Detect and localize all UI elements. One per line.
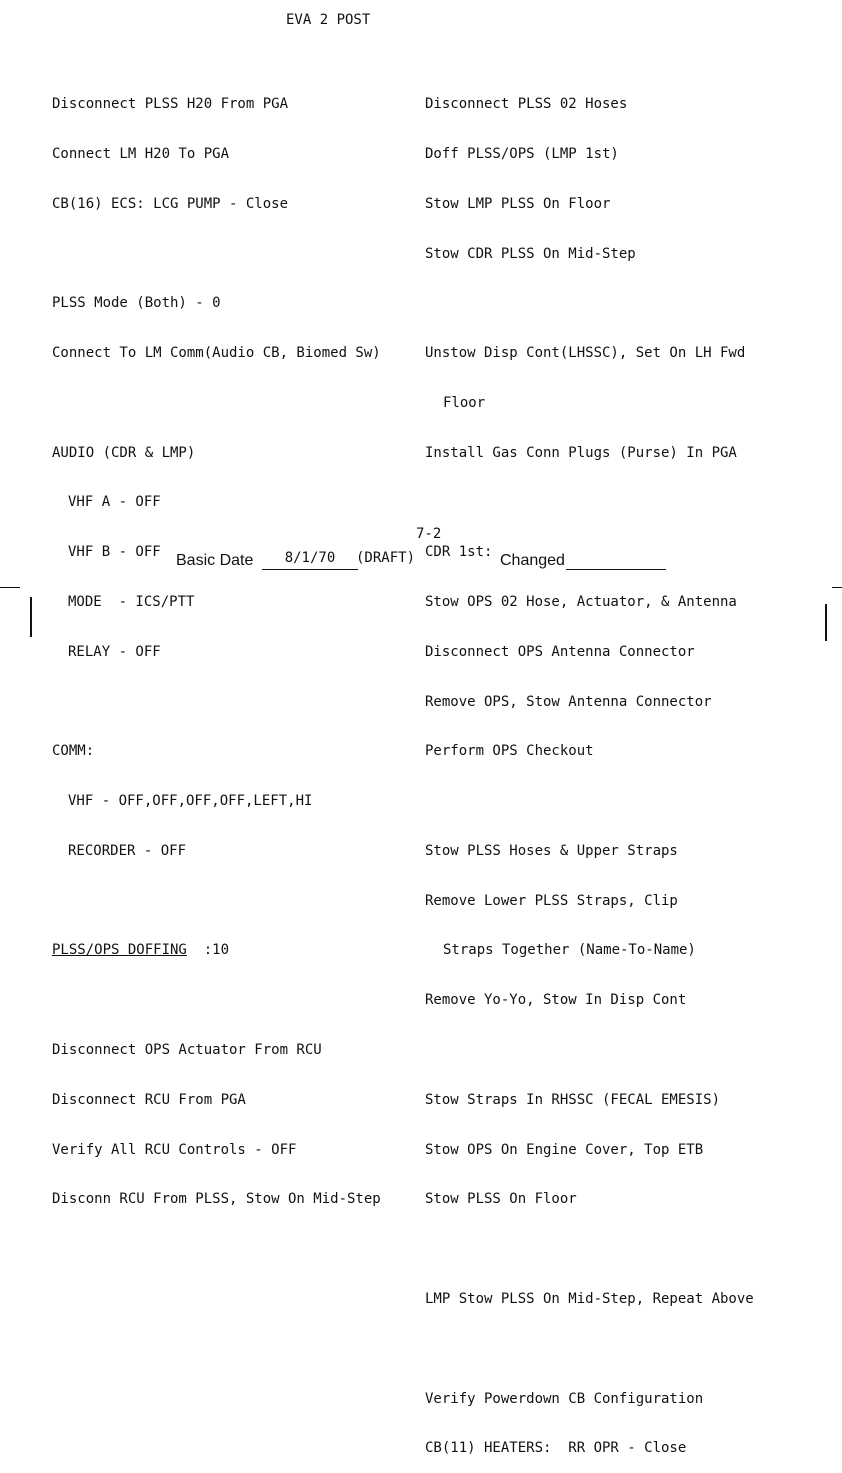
step-line: Stow PLSS Hoses & Upper Straps <box>425 842 678 859</box>
step-line: CB(11) HEATERS: RR OPR - Close <box>425 1440 687 1457</box>
audio-item: RELAY - OFF <box>68 643 161 660</box>
step-line: Stow OPS On Engine Cover, Top ETB <box>425 1141 704 1158</box>
spacer <box>52 694 412 711</box>
step-line: Connect To LM Comm(Audio CB, Biomed Sw) <box>52 345 381 362</box>
comm-heading: COMM: <box>52 743 95 760</box>
spacer <box>52 246 412 263</box>
cdr-heading: CDR 1st: <box>425 544 493 561</box>
step-line: Disconnect OPS Actuator From RCU <box>52 1042 322 1059</box>
spacer <box>425 793 825 810</box>
crop-mark <box>832 587 842 588</box>
step-line: Stow CDR PLSS On Mid-Step <box>425 245 636 262</box>
step-line: Doff PLSS/OPS (LMP 1st) <box>425 145 619 162</box>
step-line: Verify All RCU Controls - OFF <box>52 1141 297 1158</box>
step-line: Stow LMP PLSS On Floor <box>425 195 611 212</box>
doffing-time: :10 <box>203 942 230 959</box>
step-line: Remove Lower PLSS Straps, Clip <box>425 892 678 909</box>
step-line: Stow PLSS On Floor <box>425 1191 577 1208</box>
spacer <box>425 1042 825 1059</box>
page-number: 7-2 <box>416 526 442 542</box>
audio-item: VHF A - OFF <box>68 494 161 511</box>
spacer <box>425 1341 825 1358</box>
doffing-label: PLSS/OPS DOFFING <box>52 942 187 959</box>
step-line: Disconnect OPS Antenna Connector <box>425 643 695 660</box>
step-line: CB(16) ECS: LCG PUMP - Close <box>52 195 289 212</box>
audio-heading: AUDIO (CDR & LMP) <box>52 444 196 461</box>
step-line: Stow OPS 02 Hose, Actuator, & Antenna <box>425 594 737 610</box>
step-line: Stow Straps In RHSSC (FECAL EMESIS) <box>425 1091 721 1108</box>
step-line: Disconn RCU From PLSS, Stow On Mid-Step <box>52 1191 381 1208</box>
spacer <box>425 1241 825 1258</box>
basic-date-label: Basic Date <box>176 552 254 569</box>
step-line: Remove Yo-Yo, Stow In Disp Cont <box>425 992 687 1009</box>
left-column <box>52 63 412 1225</box>
step-line: Unstow Disp Cont(LHSSC), Set On LH Fwd <box>425 345 746 362</box>
audio-item: MODE - ICS/PTT <box>68 594 195 610</box>
step-line: Verify Powerdown CB Configuration <box>425 1390 704 1407</box>
step-line: Install Gas Conn Plugs (Purse) In PGA <box>425 444 737 461</box>
doffing-heading <box>52 942 412 959</box>
comm-item: VHF - OFF,OFF,OFF,OFF,LEFT,HI <box>68 793 313 810</box>
step-line: Connect LM H20 To PGA <box>52 145 230 162</box>
changed-blank-line <box>566 569 666 570</box>
basic-date-value: 8/1/70 <box>262 550 358 570</box>
spacer <box>52 395 412 412</box>
page-title: EVA 2 POST <box>286 12 371 28</box>
draft-label: (DRAFT) <box>356 550 416 566</box>
step-line: Disconnect RCU From PGA <box>52 1091 246 1108</box>
changed-label: Changed <box>500 552 565 569</box>
step-line: Disconnect PLSS H20 From PGA <box>52 96 289 113</box>
right-column <box>425 63 825 1473</box>
step-line-cont: Floor <box>443 394 486 411</box>
audio-item: VHF B - OFF <box>68 544 161 561</box>
crop-mark <box>0 587 20 588</box>
step-line: Remove OPS, Stow Antenna Connector <box>425 693 712 710</box>
crop-mark <box>30 597 32 637</box>
step-line: Disconnect PLSS 02 Hoses <box>425 96 628 113</box>
spacer <box>52 992 412 1009</box>
step-line-cont: Straps Together (Name-To-Name) <box>443 942 696 959</box>
spacer <box>425 295 825 312</box>
comm-item: RECORDER - OFF <box>68 842 187 859</box>
step-line: LMP Stow PLSS On Mid-Step, Repeat Above <box>425 1290 754 1307</box>
spacer <box>52 893 412 910</box>
step-line: Perform OPS Checkout <box>425 743 594 760</box>
spacer <box>425 494 825 511</box>
crop-mark <box>825 604 827 641</box>
step-line: PLSS Mode (Both) - 0 <box>52 295 221 312</box>
